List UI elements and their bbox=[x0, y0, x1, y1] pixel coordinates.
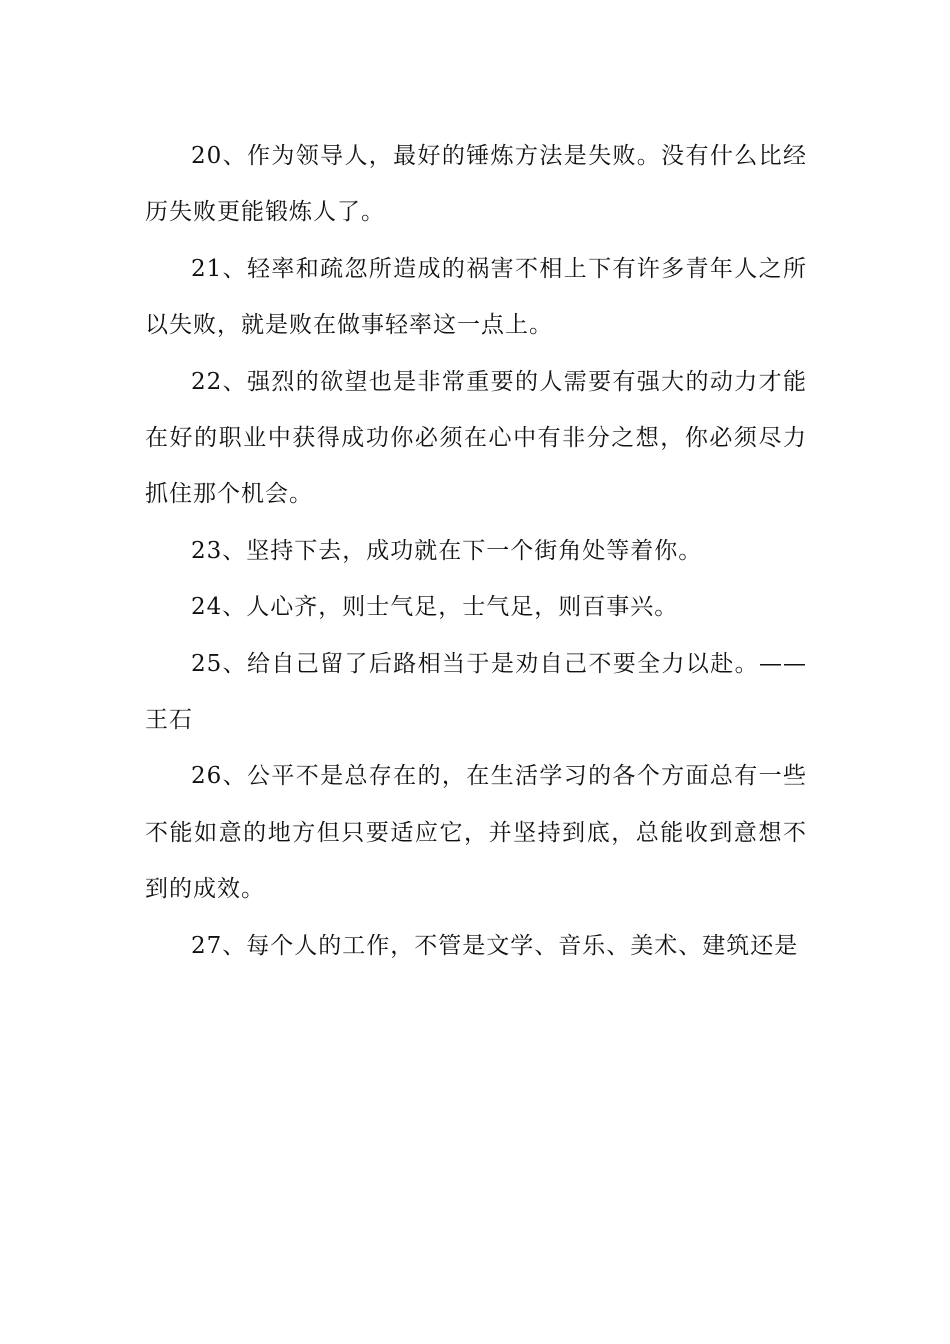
paragraph-24: 24、人心齐，则士气足，士气足，则百事兴。 bbox=[191, 594, 679, 621]
paragraph-27: 27、每个人的工作，不管是文学、音乐、美术、建筑还是 bbox=[191, 932, 799, 959]
paragraph-26: 26、公平不是总存在的，在生活学习的各个方面总有一些不能如意的地方但只要适应它，并坚持到底，总能收到意想不到的成效。 bbox=[145, 763, 807, 903]
document-body bbox=[145, 128, 807, 974]
paragraph-23: 23、坚持下去，成功就在下一个街角处等着你。 bbox=[191, 537, 703, 564]
paragraph-25: 25、给自己留了后路相当于是劝自己不要全力以赴。——王石 bbox=[145, 650, 807, 734]
paragraph-22: 22、强烈的欲望也是非常重要的人需要有强大的动力才能在好的职业中获得成功你必须在心中有非分之想，你必须尽力抓住那个机会。 bbox=[145, 368, 807, 508]
paragraph-21: 21、轻率和疏忽所造成的祸害不相上下有许多青年人之所以失败，就是败在做事轻率这一点上。 bbox=[145, 255, 807, 339]
paragraph-20: 20、作为领导人，最好的锤炼方法是失败。没有什么比经历失败更能锻炼人了。 bbox=[145, 143, 807, 226]
